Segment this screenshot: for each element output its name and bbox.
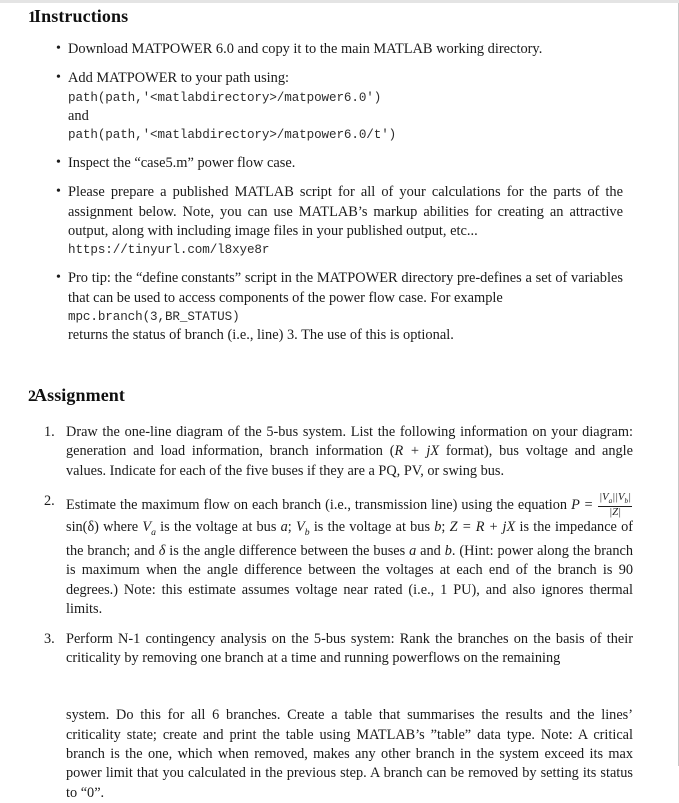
section-number: 2 (28, 388, 37, 406)
section-title: Assignment (34, 385, 126, 406)
item2-math-va: $V_a$ (142, 519, 156, 539)
item2-text-part-2: where (98, 519, 143, 536)
item-marker: 3. (44, 631, 55, 648)
page-break-gap (0, 668, 679, 706)
item2-math-delta: δ (158, 543, 166, 560)
list-item-inspect-case5 (0, 154, 679, 173)
item2-math-bus-b: b (434, 519, 442, 536)
item3-continuation-paragraph: system. Do this for all 6 branches. Create a table that summarises the results and the lines’ criticality state; create and print the table using MATLAB’s ”table” data type. Note: A critical branch is the one, which when removed, makes any other branch in the system exceed its max power limit that you calculated in the previous step. A branch can be removed by setting its status to “0”. (66, 707, 633, 801)
item2-text-part-9: and (416, 543, 445, 560)
item2-math-bus-b2: b (444, 543, 452, 560)
item2-text-part-6: ; (441, 519, 450, 536)
bullet-text-pro-tip-trailing: returns the status of branch (i.e., line) 3. The use of this is optional. (68, 327, 454, 344)
list-item-add-path (0, 69, 679, 143)
item1-text-part-1: Draw the one-line diagram of the 5-bus system. List the following information on your diagram: generation and load information, branch information ( (66, 424, 633, 460)
bullet-text-download: Download MATPOWER 6.0 and copy it to the main MATLAB working directory. (68, 41, 543, 57)
code-path-matpower: path(path,'<matlabdirectory>/matpower6.0') (68, 90, 382, 105)
code-path-matpower-t: path(path,'<matlabdirectory>/matpower6.0/t') (68, 127, 397, 142)
item1-text-part-2: format), bus voltage and angle values. Indicate for each of the five buses if they are a PQ, PV, or swing bus. (66, 443, 633, 479)
item2-text-part-7: is the impedance of the branch; and (66, 519, 634, 560)
spacer (0, 173, 679, 183)
item2-math-vb: $V_b$ (296, 519, 310, 539)
list-item-published-script (0, 183, 679, 259)
item2-text-part-10: . (Hint: power along the branch is maximum when the angle difference between the voltages at each end of the branch is 90 degrees.) Note: this estimate assumes voltage near rated (i.e., 1 PU), and also ignores thermal limits. (66, 543, 634, 617)
item2-math-bus-a: a (280, 519, 288, 536)
item2-fraction (598, 492, 632, 518)
item3-text-part-1: Perform N-1 contingency analysis on the 5-bus system: Rank the branches on the basis of their criticality by removing one branch at a time and running powerflows on the remaining (66, 631, 633, 667)
item2-text-part-1: Estimate the maximum flow on each branch (i.e., transmission line) using the equation (66, 496, 572, 513)
instructions-bullet-list (0, 40, 679, 345)
item2-text-part-4: ; (287, 519, 296, 536)
item2-text-part-8: is the angle difference between the buses (165, 543, 410, 560)
tinyurl-link[interactable]: https://tinyurl.com/l8xye8r (68, 243, 270, 258)
item1-math-rjx: R + jX (394, 443, 440, 460)
section-heading-assignment (0, 385, 679, 406)
list-item-pro-tip (0, 269, 679, 345)
bullet-text-add-path: Add MATPOWER to your path using: (68, 70, 290, 87)
item2-math-p-equals: P = (571, 496, 594, 513)
spacer (0, 619, 679, 630)
fraction-denominator: |Z| (609, 506, 621, 518)
section-number: 1 (28, 9, 37, 26)
assignment-item-2 (0, 492, 679, 619)
list-item-download (0, 40, 679, 59)
item-marker: 2. (44, 492, 55, 509)
item2-math-sin: sin(δ) (66, 519, 99, 536)
spacer (0, 59, 679, 69)
item-marker: 1. (44, 424, 55, 441)
assignment-item-3 (0, 630, 679, 668)
bullet-text-pro-tip: Pro tip: the “define constants” script in the MATPOWER directory pre-defines a set of variables that can be used to access components of the power flow case. For example (68, 270, 623, 306)
bullet-text-inspect-case5: Inspect the “case5.m” power flow case. (68, 154, 296, 171)
item2-math-z-equals: Z = R + jX (449, 519, 516, 536)
conjunction-and: and (68, 107, 89, 124)
spacer (0, 144, 679, 154)
item2-text-part-5: is the voltage at bus (309, 519, 435, 536)
item2-math-bus-a2: a (409, 543, 417, 560)
item2-text-part-3: is the voltage at bus (155, 519, 281, 536)
section-heading-instructions (0, 6, 679, 27)
spacer (0, 259, 679, 269)
spacer (0, 481, 679, 492)
code-mpc-branch: mpc.branch(3,BR_STATUS) (68, 310, 240, 325)
assignment-item-1 (0, 423, 679, 481)
section-title: Instructions (34, 6, 129, 26)
bullet-text-published-script: Please prepare a published MATLAB script for all of your calculations for the parts of the assignment below. Note, you can use MATLAB’s markup abilities for creating an attractive output, along with including image files in your published output, etc... (68, 184, 623, 240)
assignment-numbered-list (0, 423, 679, 668)
fraction-numerator: $|V_a||V_b|$ (599, 491, 632, 505)
